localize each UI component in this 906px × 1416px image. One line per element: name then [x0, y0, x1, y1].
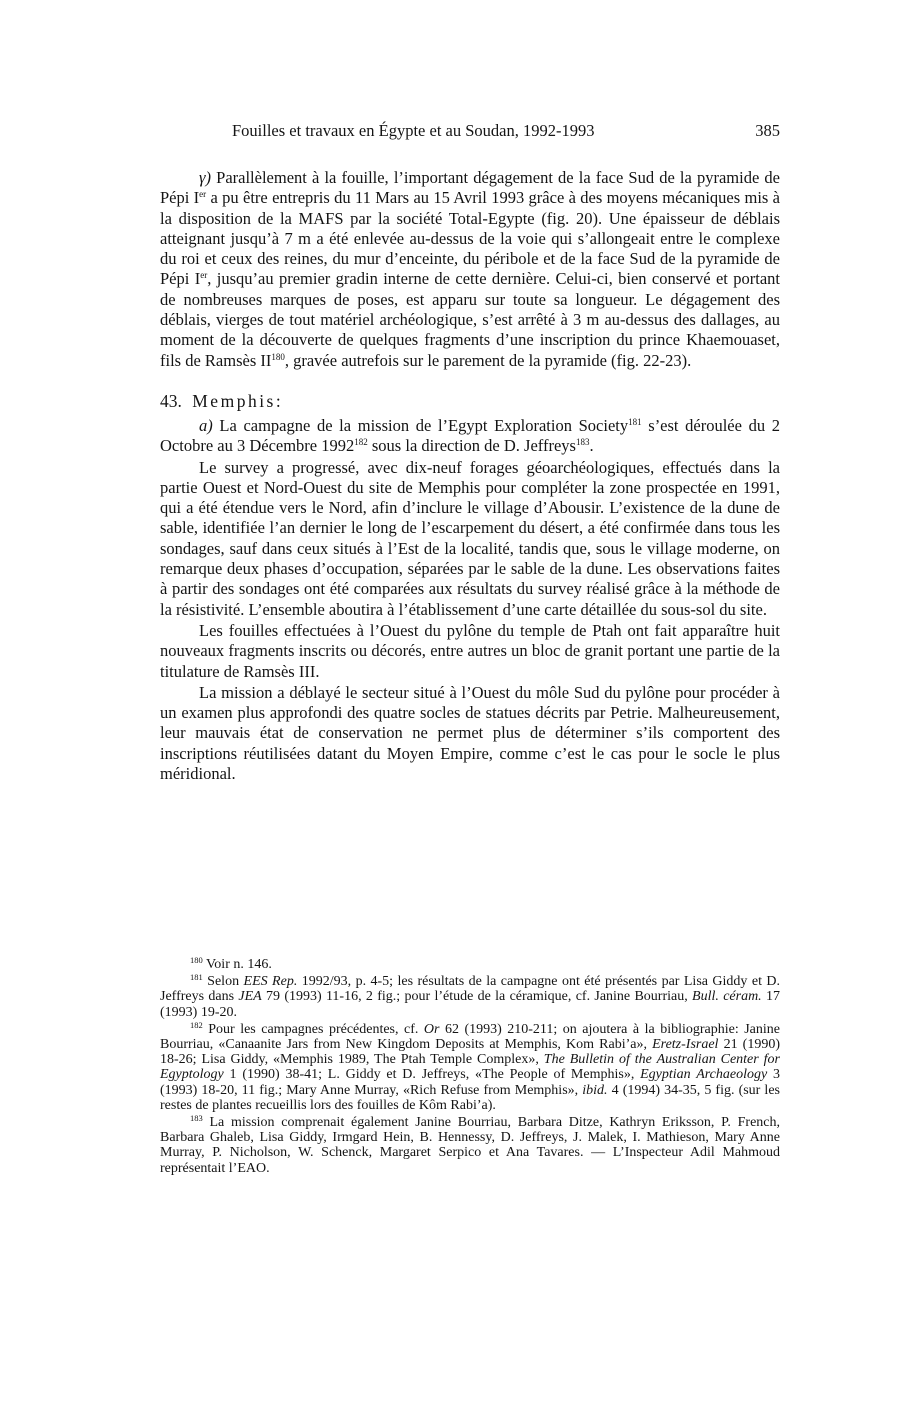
item-label: a) [199, 415, 213, 435]
footnote-number: 182 [190, 1019, 203, 1030]
section-heading [160, 390, 780, 412]
running-header [160, 119, 780, 143]
footnote-181: $^{181}$ Selon EES Rep. 1992/93, p. 4-5; les résultats de la campagne ont été présentés par Lisa Giddy et D. Jeffreys dans JEA 79 (1993) 11-16, 2 fig.; pour l’étude de la céramique, cf. Janine Bourriau, Bull. céram. 17 (1993) 19-20. [160, 972, 781, 1020]
item-label: γ) [199, 168, 211, 187]
superscript: er [200, 270, 208, 281]
footnote-number: 183 [190, 1113, 203, 1124]
section-title: Memphis: [192, 390, 284, 411]
page-number: 385 [755, 121, 780, 140]
footnote-180: $^{180}$ Voir n. 146. [190, 955, 272, 972]
section-number: 43. [160, 390, 182, 411]
footnote-ref-180[interactable]: 180 [271, 351, 285, 362]
footnote-ref-181[interactable]: 181 [628, 416, 642, 427]
running-title: Fouilles et travaux en Égypte et au Soudan, 1992-1993 [232, 121, 595, 140]
paragraph-mission: La mission a déblayé le secteur situé à l’Ouest du môle Sud du pylône pour procéder à un examen plus approfondi des quatre socles de statues décrits par Petrie. Malheureusement, leur mauvais état de conservation ne permet plus de déterminer s’ils comportent des inscriptions réutilisées datant du Moyen Empire, comme c’est le cas pour le socle le plus méridional. [160, 682, 780, 784]
paragraph-gamma: γ) Parallèlement à la fouille, l’important dégagement de la face Sud de la pyramide de Pépi Ier a pu être entrepris du 11 Mars au 15 Avril 1993 grâce à des moyens mécaniques mis à la disposition de la MAFS par la société Total-Egypte (fig. 20). Une épaisseur de déblais atteignant jusqu’à 7 m a été enlevée au-dessus de la voie qui s’allongeait entre le complexe du roi et ceux des reines, du mur d’enceinte, du péribole et de la face Sud de la pyramide de Pépi Ier, jusqu’au premier gradin interne de cette dernière. Celui-ci, bien conservé et portant de nombreuses marques de poses, est apparu sur toute sa longueur. Le dégagement des déblais, vierges de tout matériel archéologique, s’est arrêté à 3 m au-dessus des dallages, au moment de la découverte de quelques fragments d’une inscription du prince Khaemouaset, fils de Ramsès II$^{180}$, gravée autrefois sur le parement de la pyramide (fig. 22-23). [160, 168, 780, 370]
footnote-183: $^{183}$ La mission comprenait également Janine Bourriau, Barbara Ditze, Kathryn Eriksson, P. French, Barbara Ghaleb, Lisa Giddy, Irmgard Hein, B. Hennessy, D. Jeffreys, J. Malek, I. Mathieson, Mary Anne Murray, P. Nicholson, W. Schenck, Margaret Serpico et Ana Tavares. — L’Inspecteur Adil Mahmoud représentait l’EAO. [160, 1113, 780, 1176]
footnote-ref-183[interactable]: 183 [575, 437, 590, 448]
paragraph-fouilles: Les fouilles effectuées à l’Ouest du pylône du temple de Ptah ont fait apparaître huit nouveaux fragments inscrits ou décorés, entre autres un bloc de granit portant une partie de la titulature de Ramsès III. [160, 620, 780, 681]
footnote-number: 180 [190, 955, 203, 965]
footnote-number: 181 [190, 972, 203, 983]
superscript: er [199, 189, 207, 200]
footnote-ref-182[interactable]: 182 [354, 437, 368, 448]
footnotes [160, 957, 780, 1178]
main-text [160, 168, 780, 784]
paragraph-survey: Le survey a progressé, avec dix-neuf forages géoarchéologiques, effectués dans la partie Ouest et Nord-Ouest du site de Memphis pour compléter la zone prospectée en 1991, qui a été étendue vers le Nord, afin d’inclure le village d’Abousir. L’existence de la dune de sable, identifiée l’an dernier le long de l’escarpement du désert, a été confirmée dans tous les sondages, sauf dans ceux situés à l’Est de la localité, tandis que, sous le village moderne, on remarque deux phases d’occupation, séparées par le sable de la dune. Les observations faites à partir des sondages ont été comparées aux résultats du survey réalisé grâce à la méthode de la résistivité. L’ensemble aboutira à l’établissement d’une carte détaillée du sous-sol du site. [160, 457, 780, 619]
footnote-182: $^{182}$ Pour les campagnes précédentes, cf. Or 62 (1993) 210-211; on ajoutera à la bibliographie: Janine Bourriau, «Canaanite Jars from New Kingdom Deposits at Memphis, Kom Rabi’a», Eretz-Israel 21 (1990) 18-26; Lisa Giddy, «Memphis 1989, The Ptah Temple Complex», The Bulletin of the Australian Center for Egyptology 1 (1990) 38-41; L. Giddy et D. Jeffreys, «The People of Memphis», Egyptian Archaeology 3 (1993) 18-20, 11 fig.; Mary Anne Murray, «Rich Refuse from Memphis», ibid. 4 (1994) 34-35, 5 fig. (sur les restes de plantes recueillis lors des fouilles de Kôm Rabi’a). [160, 1019, 781, 1113]
paragraph-a: a) La campagne de la mission de l’Egypt Exploration Society$^{181}$ s’est déroulée du 2 Octobre au 3 Décembre 1992$^{182}$ sous la direction de D. Jeffreys$^{183}$. [160, 415, 780, 456]
